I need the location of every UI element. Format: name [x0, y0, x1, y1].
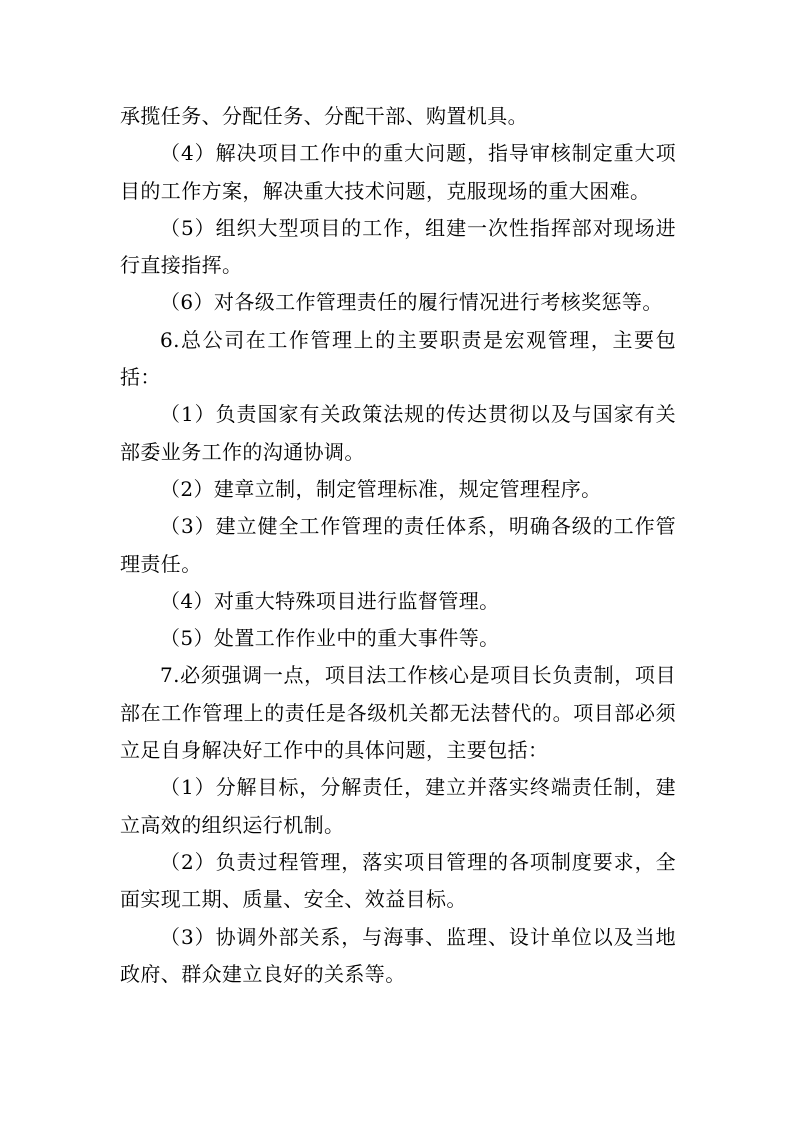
paragraph-section-7-heading: 7.必须强调一点，项目法工作核心是项目长负责制，项目部在工作管理上的责任是各级机关都无法替代的。项目部必须立足自身解决好工作中的具体问题，主要包括：	[120, 663, 676, 763]
paragraph-hq-item-1: （1）负责国家有关政策法规的传达贯彻以及与国家有关部委业务工作的沟通协调。	[120, 402, 676, 464]
paragraph-continuation: 承揽任务、分配任务、分配干部、购置机具。	[120, 104, 528, 128]
paragraph-item-5-large-projects: （5）组织大型项目的工作，组建一次性指挥部对现场进行直接指挥。	[120, 215, 676, 278]
paragraph-dept-item-3: （3）协调外部关系，与海事、监理、设计单位以及当地政府、群众建立良好的关系等。	[120, 924, 676, 986]
paragraph-dept-item-1: （1）分解目标，分解责任，建立并落实终端责任制，建立高效的组织运行机制。	[120, 775, 676, 837]
paragraph-hq-item-5: （5）处置工作作业中的重大事件等。	[160, 626, 500, 651]
paragraph-section-6-heading: 6.总公司在工作管理上的主要职责是宏观管理，主要包括：	[120, 327, 676, 390]
paragraph-item-6-assessment: （6）对各级工作管理责任的履行情况进行考核奖惩等。	[160, 290, 663, 315]
paragraph-item-4-major-issues: （4）解决项目工作中的重大问题，指导审核制定重大项目的工作方案，解决重大技术问题，克服现场的重大困难。	[120, 141, 676, 203]
paragraph-hq-item-2: （2）建章立制，制定管理标准，规定管理程序。	[160, 476, 602, 501]
paragraph-hq-item-4: （4）对重大特殊项目进行监督管理。	[160, 588, 500, 613]
document-body	[120, 98, 676, 993]
paragraph-hq-item-3: （3）建立健全工作管理的责任体系，明确各级的工作管理责任。	[120, 514, 676, 576]
paragraph-dept-item-2: （2）负责过程管理，落实项目管理的各项制度要求，全面实现工期、质量、安全、效益目标。	[120, 849, 676, 912]
